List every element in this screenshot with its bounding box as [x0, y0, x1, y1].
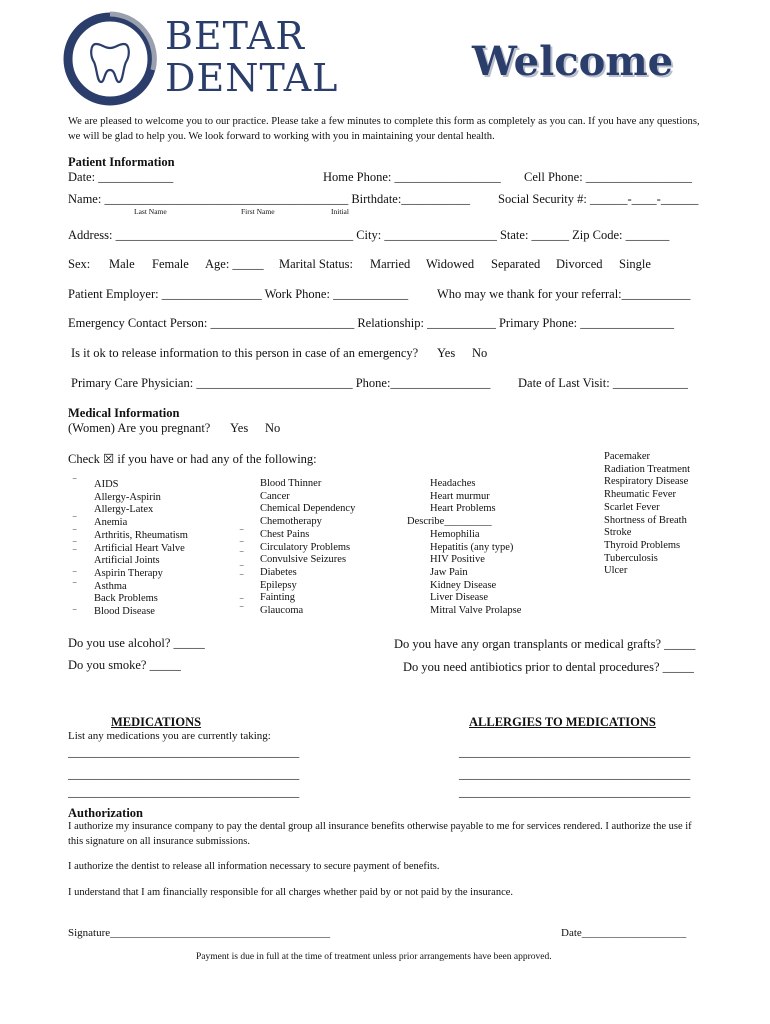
intro-text: We are pleased to welcome you to our practice. Please take a few minutes to complete this form as completely as you can. If you have any questions, we will be glad to help you. We look forward to working with you in maintaining your dental health. — [68, 116, 700, 142]
ssn-field[interactable]: Social Security #: ______-____-______ — [498, 192, 699, 206]
condition-item[interactable]: Radiation Treatment — [604, 463, 691, 475]
checkbox-mark[interactable]: ‾ — [240, 575, 244, 586]
condition-item[interactable]: Diabetes — [260, 566, 297, 578]
marital-label: Marital Status: — [279, 257, 353, 271]
physician-field[interactable]: Primary Care Physician: _________________________ Phone:________________ — [71, 376, 491, 390]
medication-line[interactable]: _____________________________________ — [68, 745, 300, 759]
condition-item[interactable]: Epilepsy — [260, 579, 297, 591]
cell-phone-field[interactable]: Cell Phone: _________________ — [524, 170, 693, 184]
condition-item[interactable]: Shortness of Breath — [604, 514, 687, 526]
condition-item[interactable]: Cancer — [260, 490, 290, 502]
pregnant-yes-option[interactable]: Yes — [230, 421, 249, 435]
authorization-paragraph-2: I authorize the dentist to release all information necessary to secure payment of benefits. — [68, 861, 440, 872]
condition-item[interactable]: Hepatitis (any type) — [430, 541, 514, 553]
brand-line-1: BETAR — [165, 14, 305, 58]
condition-item[interactable]: Arthritis, Rheumatism — [94, 529, 188, 541]
allergy-line[interactable]: _____________________________________ — [459, 745, 691, 759]
first-name-label: First Name — [241, 207, 275, 216]
check-instruction: Check ☒ if you have or had any of the following: — [68, 452, 317, 466]
condition-item[interactable]: Asthma — [94, 580, 127, 592]
condition-item[interactable]: Respiratory Disease — [604, 476, 689, 488]
referral-field[interactable]: Who may we thank for your referral:___________ — [437, 287, 691, 301]
condition-item[interactable]: Fainting — [260, 592, 296, 604]
condition-item[interactable]: Heart murmur — [430, 490, 490, 502]
emergency-contact-field[interactable]: Emergency Contact Person: _______________________ Relationship: ___________ Primary Phone: _______________ — [68, 316, 674, 330]
alcohol-field[interactable]: Do you use alcohol? _____ — [68, 636, 205, 650]
allergy-line[interactable]: _____________________________________ — [459, 767, 691, 781]
condition-item[interactable]: Blood Disease — [94, 606, 155, 618]
condition-item[interactable]: Hemophilia — [430, 528, 480, 540]
condition-item[interactable]: Liver Disease — [430, 592, 489, 604]
allergies-heading: ALLERGIES TO MEDICATIONS — [469, 715, 656, 729]
condition-item[interactable]: Headaches — [430, 478, 476, 489]
checkbox-mark[interactable]: ‾ — [73, 530, 77, 541]
release-yes-option[interactable]: Yes — [437, 346, 456, 360]
condition-item[interactable]: Allergy-Latex — [94, 504, 154, 516]
condition-item[interactable]: Allergy-Aspirin — [94, 491, 161, 503]
initial-label: Initial — [331, 207, 349, 216]
checkbox-mark[interactable]: ‾ — [73, 610, 77, 621]
condition-item[interactable]: Rheumatic Fever — [604, 489, 677, 501]
checkbox-mark[interactable]: ‾ — [73, 517, 77, 528]
checkbox-mark[interactable]: ‾ — [240, 599, 244, 610]
conditions-column-1 — [94, 479, 188, 619]
smoke-field[interactable]: Do you smoke? _____ — [68, 658, 181, 672]
checkbox-mark[interactable]: ‾ — [73, 572, 77, 583]
tooth-icon — [91, 44, 129, 82]
home-phone-field[interactable]: Home Phone: _________________ — [323, 170, 501, 184]
authorization-paragraph-3: I understand that I am financially responsible for all charges whether paid by or not paid by the insurance. — [68, 887, 514, 898]
condition-item[interactable]: Chemical Dependency — [260, 503, 356, 515]
last-visit-field[interactable]: Date of Last Visit: ____________ — [518, 376, 688, 390]
condition-item[interactable]: Glaucoma — [260, 605, 304, 617]
transplant-field[interactable]: Do you have any organ transplants or medical grafts? _____ — [394, 637, 696, 651]
marital-married-option[interactable]: Married — [370, 257, 411, 271]
signature-date-field[interactable]: Date___________________ — [561, 927, 687, 939]
condition-item[interactable]: Heart Problems — [430, 503, 496, 515]
medications-instruction: List any medications you are currently taking: — [68, 730, 271, 742]
antibiotics-field[interactable]: Do you need antibiotics prior to dental procedures? _____ — [403, 660, 694, 674]
conditions-column-4 — [604, 451, 690, 578]
checkbox-mark[interactable]: ‾ — [240, 542, 244, 553]
last-name-label: Last Name — [134, 207, 167, 216]
condition-item[interactable]: Scarlet Fever — [604, 501, 660, 513]
allergy-line[interactable]: _____________________________________ — [459, 785, 691, 799]
payment-footer: Payment is due in full at the time of treatment unless prior arrangements have been approved. — [196, 952, 552, 962]
address-field[interactable]: Address: ______________________________________ City: __________________ State: ______ Zip Code: _______ — [68, 228, 670, 242]
medication-line[interactable]: _____________________________________ — [68, 767, 300, 781]
condition-item[interactable]: Stroke — [604, 527, 632, 539]
authorization-heading: Authorization — [68, 806, 143, 820]
condition-item[interactable]: Blood Thinner — [260, 478, 322, 489]
sex-male-option[interactable]: Male — [109, 257, 135, 271]
medication-line[interactable]: _____________________________________ — [68, 785, 300, 799]
checkbox-mark[interactable]: ‾ — [73, 583, 77, 594]
condition-item[interactable]: Tuberculosis — [604, 552, 658, 564]
pregnant-question: (Women) Are you pregnant? — [68, 421, 211, 435]
brand-line-2: DENTAL — [165, 56, 339, 100]
condition-item[interactable]: Back Problems — [94, 593, 158, 605]
marital-single-option[interactable]: Single — [619, 257, 651, 271]
describe-field[interactable]: Describe_________ — [407, 516, 492, 528]
condition-item[interactable]: Chemotherapy — [260, 516, 322, 528]
condition-item[interactable]: HIV Positive — [430, 554, 485, 566]
date-field[interactable]: Date: ____________ — [68, 170, 174, 184]
marital-separated-option[interactable]: Separated — [491, 257, 541, 271]
employer-field[interactable]: Patient Employer: ________________ Work Phone: ____________ — [68, 287, 409, 301]
condition-item[interactable]: Ulcer — [604, 565, 628, 577]
condition-item[interactable]: Thyroid Problems — [604, 539, 681, 551]
condition-item[interactable]: Kidney Disease — [430, 579, 497, 591]
welcome-title: Welcome — [472, 38, 674, 85]
medications-heading: MEDICATIONS — [111, 715, 202, 729]
checkbox-mark[interactable]: ‾ — [240, 552, 244, 563]
patient-heading: Patient Information — [68, 155, 175, 169]
condition-item[interactable]: Artificial Joints — [94, 555, 160, 567]
condition-item[interactable]: Anemia — [94, 517, 128, 529]
signature-field[interactable]: Signature________________________________________ — [68, 927, 331, 939]
checkbox-mark[interactable]: ‾ — [73, 550, 77, 561]
condition-item[interactable]: Chest Pains — [260, 528, 310, 540]
conditions-column-3 — [407, 478, 521, 618]
checkbox-mark[interactable]: ‾ — [240, 607, 244, 618]
condition-item[interactable]: Aspirin Therapy — [94, 567, 163, 579]
authorization-paragraph-1: I authorize my insurance company to pay the dental group all insurance benefits otherwise payable to me for services rendered. I authorize the use if this signature on all insurance submissions. — [68, 821, 692, 847]
pregnant-no-option[interactable]: No — [265, 421, 281, 435]
release-no-option[interactable]: No — [472, 346, 488, 360]
checkbox-mark[interactable]: ‾ — [73, 542, 77, 553]
marital-widowed-option[interactable]: Widowed — [426, 257, 475, 271]
checkbox-mark[interactable]: ‾ — [240, 566, 244, 577]
condition-item[interactable]: Convulsive Seizures — [260, 554, 347, 566]
sex-female-option[interactable]: Female — [152, 257, 189, 271]
marital-divorced-option[interactable]: Divorced — [556, 257, 603, 271]
release-question: Is it ok to release information to this person in case of an emergency? — [71, 346, 419, 360]
condition-item[interactable]: Artificial Heart Valve — [94, 542, 185, 554]
logo-mark — [60, 10, 160, 108]
condition-item[interactable]: Mitral Valve Prolapse — [430, 605, 522, 617]
name-field[interactable]: Name: _______________________________________ Birthdate:___________ — [68, 192, 471, 206]
checkbox-mark[interactable]: ‾ — [240, 530, 244, 541]
medical-heading: Medical Information — [68, 406, 180, 420]
condition-item[interactable]: Circulatory Problems — [260, 541, 351, 553]
sex-label: Sex: — [68, 257, 91, 271]
condition-item[interactable]: AIDS — [94, 479, 119, 490]
age-field[interactable]: Age: _____ — [205, 257, 264, 271]
checkbox-mark[interactable]: ‾ — [73, 479, 77, 490]
condition-item[interactable]: Jaw Pain — [430, 566, 468, 578]
condition-item[interactable]: Pacemaker — [604, 451, 651, 462]
conditions-column-2 — [260, 478, 355, 618]
